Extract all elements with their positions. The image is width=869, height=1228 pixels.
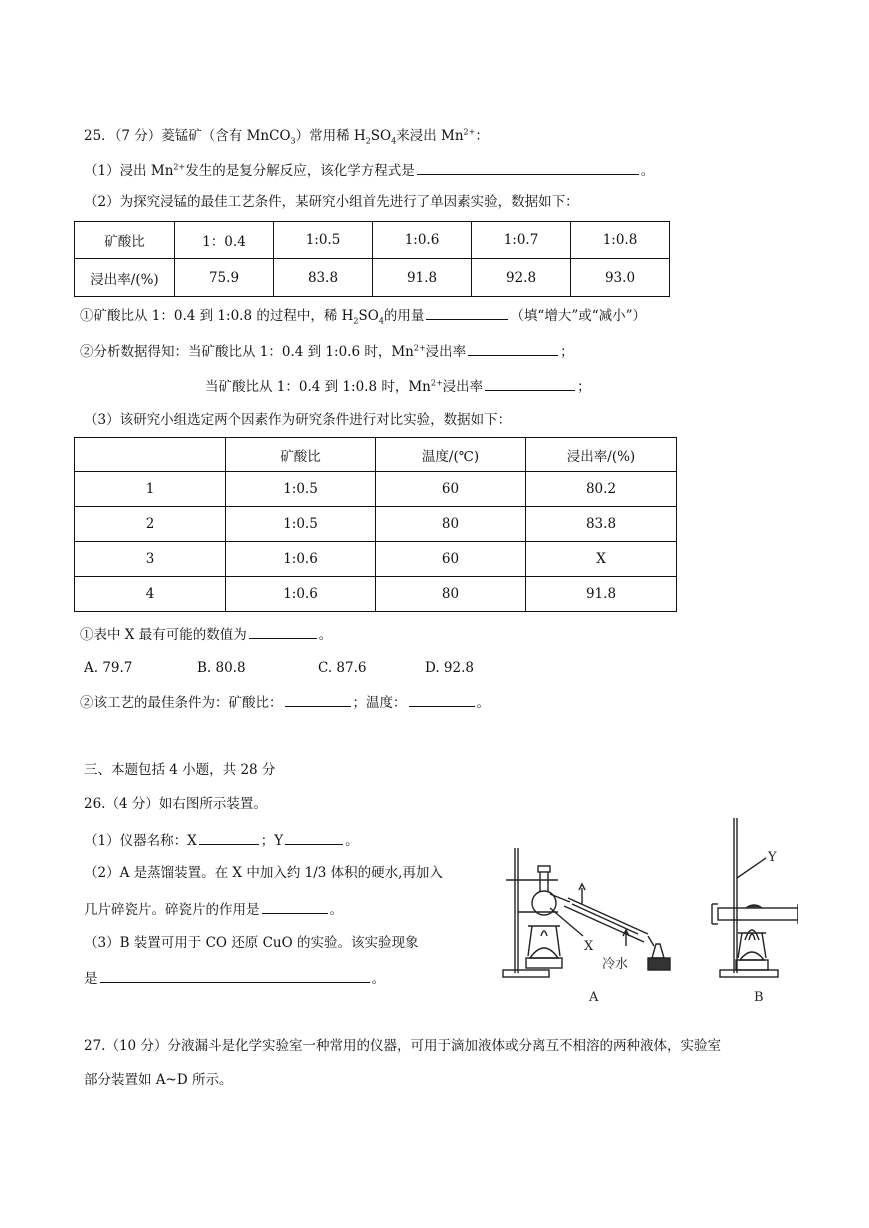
table-cell: 1:0.6 <box>226 577 376 612</box>
table-cell: 3 <box>75 542 226 577</box>
q25-part1: （1）浸出 $Mn^{2+}$发生的是复分解反应，该化学方程式是 。 <box>84 160 654 180</box>
table-row <box>75 542 677 577</box>
table-cell: 80 <box>376 507 526 542</box>
comparison-table <box>74 437 677 612</box>
table-head-rate: 浸出率/(%) <box>75 259 175 297</box>
table-cell: 1:0.8 <box>571 222 670 259</box>
table-cell: 1 <box>75 472 226 507</box>
q25-question2a: ②分析数据得知：当矿酸比从 1：0.4 到 1:0.6 时，$Mn^{2+}$浸出率 ； <box>80 341 574 361</box>
q25-part3: （3）该研究小组选定两个因素作为研究条件进行对比实验，数据如下： <box>84 412 512 428</box>
q25-header: 25．（7 分）菱锰矿（含有 MnCO$_3$）常用稀 $H_2SO_4$来浸出 $Mn^{2+}$： <box>84 127 489 146</box>
single-factor-table <box>74 221 670 297</box>
q26-part3a: （3）B 装置可用于 CO 还原 CuO 的实验。该实验现象 <box>84 935 419 951</box>
table-cell: 4 <box>75 577 226 612</box>
label-b: B <box>754 990 764 1005</box>
table-cell: 1:0.5 <box>226 472 376 507</box>
label-a: A <box>589 990 599 1005</box>
table-cell: 91.8 <box>526 577 677 612</box>
x-value-blank[interactable] <box>249 624 317 639</box>
option-c[interactable]: C. 87.6 <box>318 660 367 676</box>
answer-options <box>84 659 474 677</box>
acid-amount-blank[interactable] <box>426 305 508 320</box>
table-header-row <box>75 438 677 472</box>
apparatus-figure <box>498 808 798 1006</box>
q26-part3b: 是 。 <box>84 968 385 988</box>
q25-part2: （2）为探究浸锰的最佳工艺条件，某研究小组首先进行了单因素实验，数据如下： <box>84 194 579 210</box>
table-cell: 60 <box>376 542 526 577</box>
table-header: 矿酸比 <box>226 438 376 472</box>
porcelain-purpose-blank[interactable] <box>262 899 328 914</box>
table-cell: 93.0 <box>571 259 670 297</box>
q25-question2b: 当矿酸比从 1：0.4 到 1:0.8 时，$Mn^{2+}$浸出率 ； <box>205 376 591 396</box>
table-cell: 80.2 <box>526 472 677 507</box>
table-cell: 1：0.4 <box>175 222 274 259</box>
table-cell: 75.9 <box>175 259 274 297</box>
instrument-y-blank[interactable] <box>285 830 343 845</box>
label-y: Y <box>768 850 777 865</box>
table-cell: 92.8 <box>472 259 571 297</box>
apparatus-drawing <box>498 808 798 1006</box>
table-row <box>75 507 677 542</box>
q25-question4: ②该工艺的最佳条件为：矿酸比： ；温度： 。 <box>80 692 490 712</box>
table-row <box>75 259 670 297</box>
phenomenon-blank[interactable] <box>100 968 370 983</box>
table-cell: 2 <box>75 507 226 542</box>
table-cell: X <box>526 542 677 577</box>
label-cold-water: 冷水 <box>602 957 629 972</box>
table-row <box>75 577 677 612</box>
option-d[interactable]: D. 92.8 <box>425 660 474 676</box>
table-cell: 1:0.6 <box>373 222 472 259</box>
equation-blank[interactable] <box>417 160 639 175</box>
table-cell: 1:0.5 <box>226 507 376 542</box>
instrument-x-blank[interactable] <box>199 830 259 845</box>
table-cell: 1:0.7 <box>472 222 571 259</box>
rate-blank-1[interactable] <box>468 341 558 356</box>
table-row <box>75 222 670 259</box>
option-b[interactable]: B. 80.8 <box>197 660 246 676</box>
q26-title: 26.（4 分）如右图所示装置。 <box>84 796 267 812</box>
table-header: 温度/(℃) <box>376 438 526 472</box>
rate-blank-2[interactable] <box>485 376 575 391</box>
table-header <box>75 438 226 472</box>
table-cell: 1:0.5 <box>274 222 373 259</box>
table-cell: 83.8 <box>274 259 373 297</box>
label-x: X <box>584 939 594 954</box>
q25-question1: ①矿酸比从 1：0.4 到 1:0.8 的过程中，稀 $H_2SO_4$的用量 （填“增大”或“减小”） <box>80 305 646 325</box>
q25-question3: ①表中 X 最有可能的数值为 。 <box>80 624 332 644</box>
q26-part1: （1）仪器名称：X ；Y 。 <box>84 830 359 850</box>
best-temperature-blank[interactable] <box>409 692 475 707</box>
q27-line2: 部分装置如 A~D 所示。 <box>84 1072 233 1088</box>
best-ratio-blank[interactable] <box>285 692 351 707</box>
table-row <box>75 472 677 507</box>
option-a[interactable]: A. 79.7 <box>84 660 133 676</box>
table-cell: 60 <box>376 472 526 507</box>
table-cell: 80 <box>376 577 526 612</box>
q26-part2b: 几片碎瓷片。碎瓷片的作用是 。 <box>84 899 343 919</box>
q27-line1: 27.（10 分）分液漏斗是化学实验室一种常用的仪器，可用于滴加液体或分离互不相溶的两种液体，实验室 <box>84 1038 721 1054</box>
table-header: 浸出率/(%) <box>526 438 677 472</box>
table-head-ratio: 矿酸比 <box>75 222 175 259</box>
table-cell: 1:0.6 <box>226 542 376 577</box>
table-cell: 91.8 <box>373 259 472 297</box>
section-title: 三、本题包括 4 小题，共 28 分 <box>84 762 276 778</box>
q26-part2a: （2）A 是蒸馏装置。在 X 中加入约 1/3 体积的硬水,再加入 <box>84 865 443 881</box>
table-cell: 83.8 <box>526 507 677 542</box>
